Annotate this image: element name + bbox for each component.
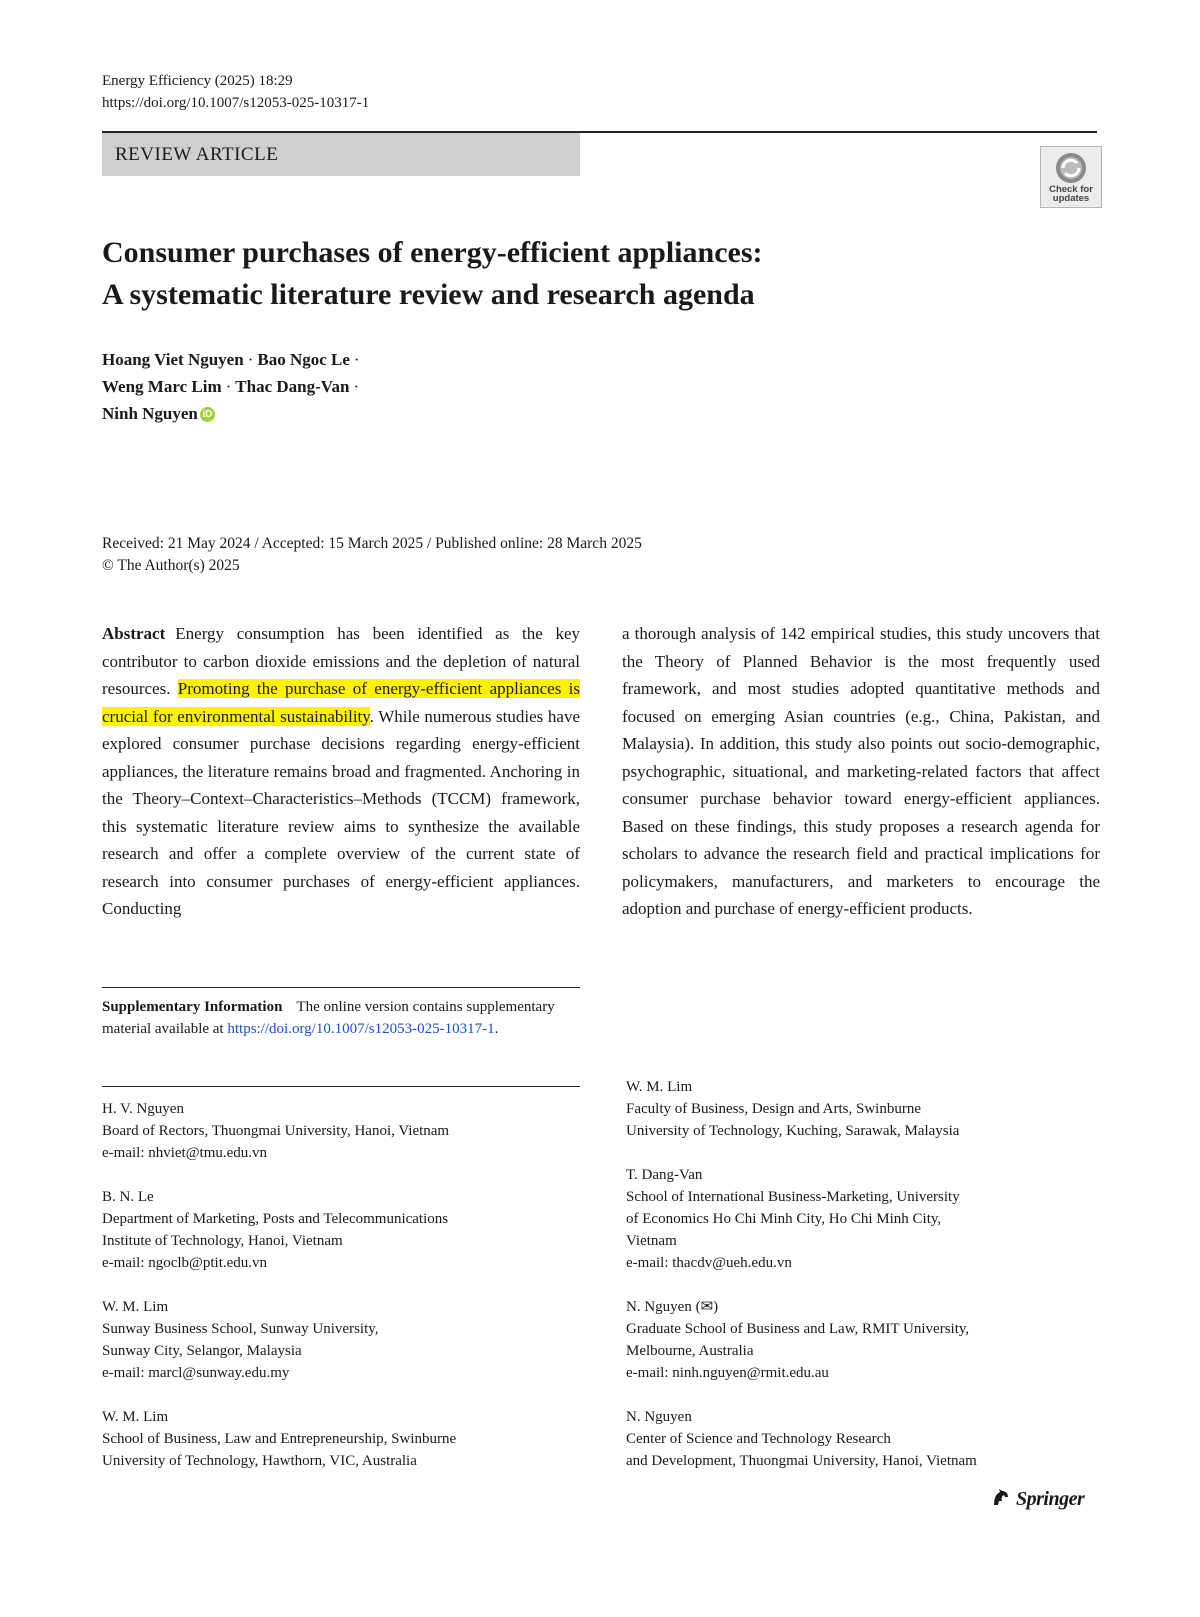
affiliation-line: Graduate School of Business and Law, RMIT University, [626,1321,970,1337]
affiliation-block [102,1098,572,1164]
title-line-1: Consumer purchases of energy-efficient appliances: [102,236,763,269]
affiliation-name: W. M. Lim [626,1079,693,1095]
affiliation-line: Sunway Business School, Sunway University, [102,1321,379,1337]
affiliation-name: B. N. Le [102,1189,154,1205]
affiliation-line: University of Technology, Hawthorn, VIC, Australia [102,1453,417,1469]
abstract-label: Abstract [102,624,166,643]
title-line-2: A systematic literature review and research agenda [102,278,755,311]
abstract-text: Energy consumption has been identified as the key contributor to carbon dioxide emissions and the depletion of natural resources. [102,624,580,698]
affiliation-line: and Development, Thuongmai University, Hanoi, Vietnam [626,1453,977,1469]
affiliation-name: W. M. Lim [102,1299,169,1315]
affiliation-line: University of Technology, Kuching, Sarawak, Malaysia [626,1123,960,1139]
abstract-text: . While numerous studies have explored consumer purchase decisions regarding energy-efficient appliances, the literature remains broad and fragmented. Anchoring in the Theory–Context–Characteristics–Methods (TCCM) framework, this systematic literature review aims to synthesize the available research and offer a complete overview of the current state of research into consumer purchases of energy-efficient appliances. Conducting [102,706,580,918]
affiliation-line: Faculty of Business, Design and Arts, Swinburne [626,1101,921,1117]
article-type-band: REVIEW ARTICLE [102,133,580,176]
supplementary-text: The online version contains supplementary material available at [102,999,555,1037]
author-name[interactable]: Thac Dang-Van [235,377,350,396]
affiliation-line: of Economics Ho Chi Minh City, Ho Chi Minh City, [626,1211,942,1227]
affiliation-email[interactable]: e-mail: marcl@sunway.edu.my [102,1365,290,1381]
supplementary-end: . [494,1021,499,1037]
author-name[interactable]: Ninh Nguyen [102,404,198,423]
orcid-icon[interactable]: iD [200,407,215,422]
check-for-updates-icon [1051,151,1091,185]
supplementary-information [102,996,580,1040]
author-separator: · [353,350,360,369]
publisher-name: Springer [1016,1488,1085,1510]
affiliation-email[interactable]: e-mail: thacdv@ueh.edu.vn [626,1255,792,1271]
check-for-updates-badge[interactable] [1040,146,1102,208]
affiliation-block [626,1296,1096,1384]
author-separator: · [353,377,360,396]
affiliation-block [626,1164,1096,1274]
affiliation-line: School of International Business-Marketing, University [626,1189,960,1205]
affiliation-line: Department of Marketing, Posts and Telecommunications [102,1211,449,1227]
abstract-left-column [102,620,580,923]
author-name[interactable]: Hoang Viet Nguyen [102,350,244,369]
author-list [102,346,364,427]
affiliation-block [626,1406,1096,1472]
footnote-rule-top [102,987,580,988]
affiliation-email[interactable]: e-mail: ninh.nguyen@rmit.edu.au [626,1365,829,1381]
doi-link[interactable]: https://doi.org/10.1007/s12053-025-10317-1 [102,95,370,111]
highlighted-text[interactable]: Promoting the purchase of energy-efficient appliances is crucial for environmental sustainability [102,679,580,726]
publication-dates [102,533,642,577]
journal-header [102,70,369,114]
affiliation-block [102,1406,572,1472]
history-dates: Received: 21 May 2024 / Accepted: 15 March 2025 / Published online: 28 March 2025 [102,535,642,552]
copyright-line: © The Author(s) 2025 [102,557,240,574]
author-name[interactable]: Bao Ngoc Le [257,350,350,369]
paper-title [102,232,1002,316]
abstract-right-column: a thorough analysis of 142 empirical studies, this study uncovers that the Theory of Planned Behavior is the most frequently used framework, and most studies adopted quantitative methods and focused on emerging Asian countries (e.g., China, Pakistan, and Malaysia). In addition, this study also points out socio-demographic, psychographic, situational, and marketing-related factors that affect consumer purchase behavior toward energy-efficient appliances. Based on these findings, this study proposes a research agenda for scholars to advance the research field and practical implications for policymakers, manufacturers, and marketers to encourage the adoption and purchase of energy-efficient products. [622,624,1100,918]
supplementary-link[interactable]: https://doi.org/10.1007/s12053-025-10317-1 [227,1021,495,1037]
publisher-logo [990,1486,1084,1511]
check-for-updates-label: Check for updates [1049,184,1093,204]
journal-citation: Energy Efficiency (2025) 18:29 [102,73,293,89]
affiliation-line: Vietnam [626,1233,677,1249]
affiliation-line: Melbourne, Australia [626,1343,754,1359]
affiliation-name: T. Dang-Van [626,1167,703,1183]
author-separator: · [247,350,254,369]
springer-horse-icon [990,1486,1012,1508]
affiliation-line: Sunway City, Selangor, Malaysia [102,1343,302,1359]
affiliation-line: Institute of Technology, Hanoi, Vietnam [102,1233,343,1249]
affiliation-line: Board of Rectors, Thuongmai University, Hanoi, Vietnam [102,1123,450,1139]
affiliation-name: N. Nguyen [626,1409,692,1425]
affiliation-block [102,1296,572,1384]
affiliation-name: W. M. Lim [102,1409,169,1425]
affiliation-name: H. V. Nguyen [102,1101,184,1117]
affiliation-line: Center of Science and Technology Research [626,1431,891,1447]
affiliation-block [626,1076,1096,1142]
author-separator: · [225,377,232,396]
supplementary-label: Supplementary Information [102,999,283,1015]
author-name[interactable]: Weng Marc Lim [102,377,222,396]
affiliation-email[interactable]: e-mail: ngoclb@ptit.edu.vn [102,1255,268,1271]
affiliation-block [102,1186,572,1274]
footnote-rule-bottom [102,1086,580,1087]
affiliation-name: N. Nguyen (✉) [626,1299,719,1315]
affiliation-line: School of Business, Law and Entrepreneurship, Swinburne [102,1431,457,1447]
affiliation-email[interactable]: e-mail: nhviet@tmu.edu.vn [102,1145,268,1161]
